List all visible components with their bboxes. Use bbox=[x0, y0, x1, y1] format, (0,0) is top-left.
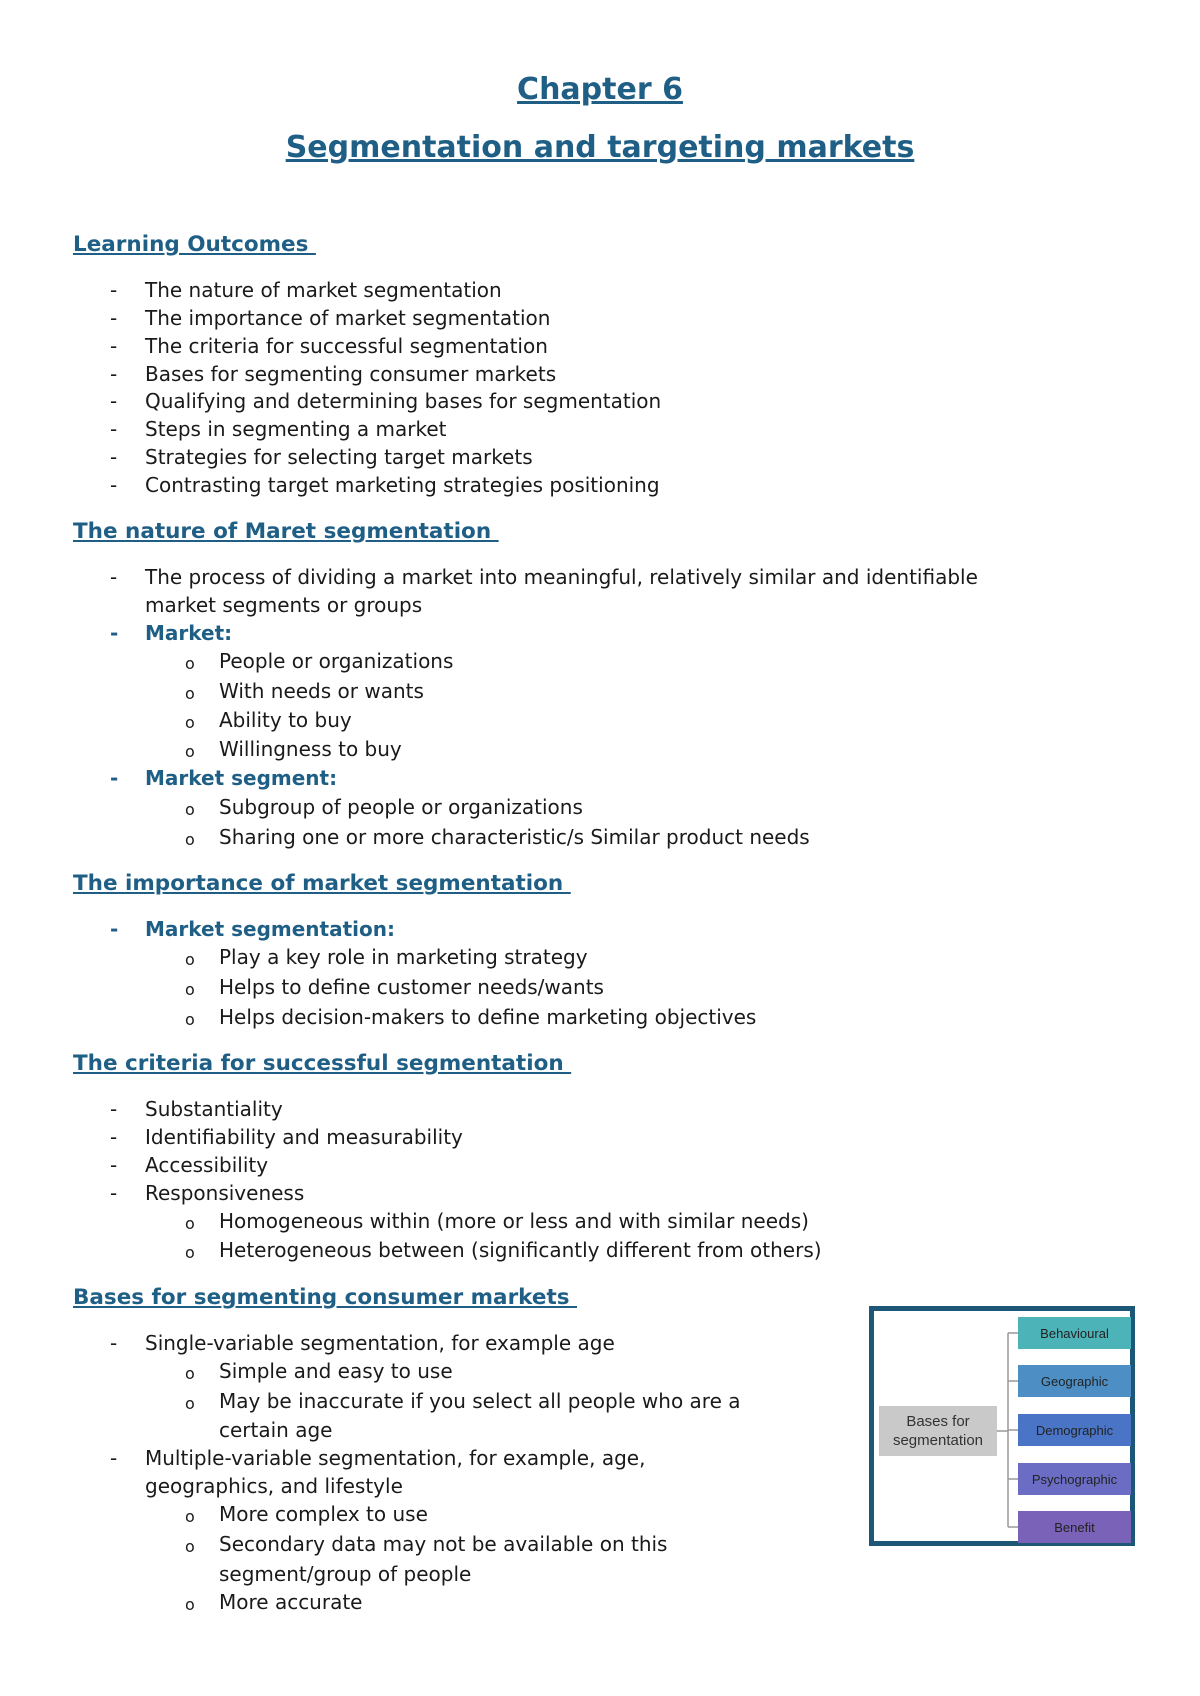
chapter-title: Chapter 6 bbox=[517, 72, 683, 107]
diagram-node-benefit: Benefit bbox=[1018, 1511, 1131, 1543]
chapter-subtitle: Segmentation and targeting markets bbox=[285, 130, 915, 165]
diagram-node-geographic: Geographic bbox=[1018, 1365, 1131, 1397]
diagram-node-behavioural: Behavioural bbox=[1018, 1317, 1131, 1349]
diagram-node-psychographic: Psychographic bbox=[1018, 1463, 1131, 1495]
diagram-root-node: Bases for segmentation bbox=[879, 1406, 997, 1456]
heading-nature: The nature of Maret segmentation bbox=[73, 519, 499, 544]
heading-importance: The importance of market segmentation bbox=[73, 871, 571, 896]
heading-bases: Bases for segmenting consumer markets bbox=[73, 1285, 578, 1310]
segmentation-bases-diagram bbox=[869, 1306, 1135, 1546]
diagram-node-demographic: Demographic bbox=[1018, 1414, 1131, 1446]
heading-learning-outcomes: Learning Outcomes bbox=[73, 232, 316, 257]
document-page: Chapter 6 Segmentation and targeting markets Learning Outcomes - The nature of market segmentation - The importance of market segmentation - The criteria for successful segmentation - Bases for segmenting consumer markets - Qualifying and determining bases for segmentation - Steps in segmenting a market - Strategies for selecting target markets - Contrasting target marketing strategies positioning The nature of Maret segmentation - The process of dividing a market into meaningful, relatively similar and identifiable market segments or groups - Market: o People or organizations o With needs or wants o Ability to buy o Willingness to buy - Market segment: o Subgroup of people or organizations o Sharing one or more characteristic/s Similar product needs The importance of market segmentation - Market segmentation: o Play a key role in marketing strategy o Helps to define customer needs/wants o Helps decision-makers to define marketing objectives The criteria for successful segmentation - Substantiality - Identifiability and measurability - Accessibility - Responsiveness o Homogeneous within (more or less and with similar needs) o Heterogeneous between (significantly different from others) Bases for segmenting consumer markets - Single-variable segmentation, for example age o Simple and easy to use o May be inaccurate if you select all people who are a certain age - Multiple-variable segmentation, for example, age, geographics, and lifestyle o More complex to use o Secondary data may not be available on this segment/group of people o More accurate Bases for segmentation Behavioural Geographic Demographic Psychographic Benefit bbox=[0, 0, 1200, 1696]
heading-criteria: The criteria for successful segmentation bbox=[73, 1051, 572, 1076]
